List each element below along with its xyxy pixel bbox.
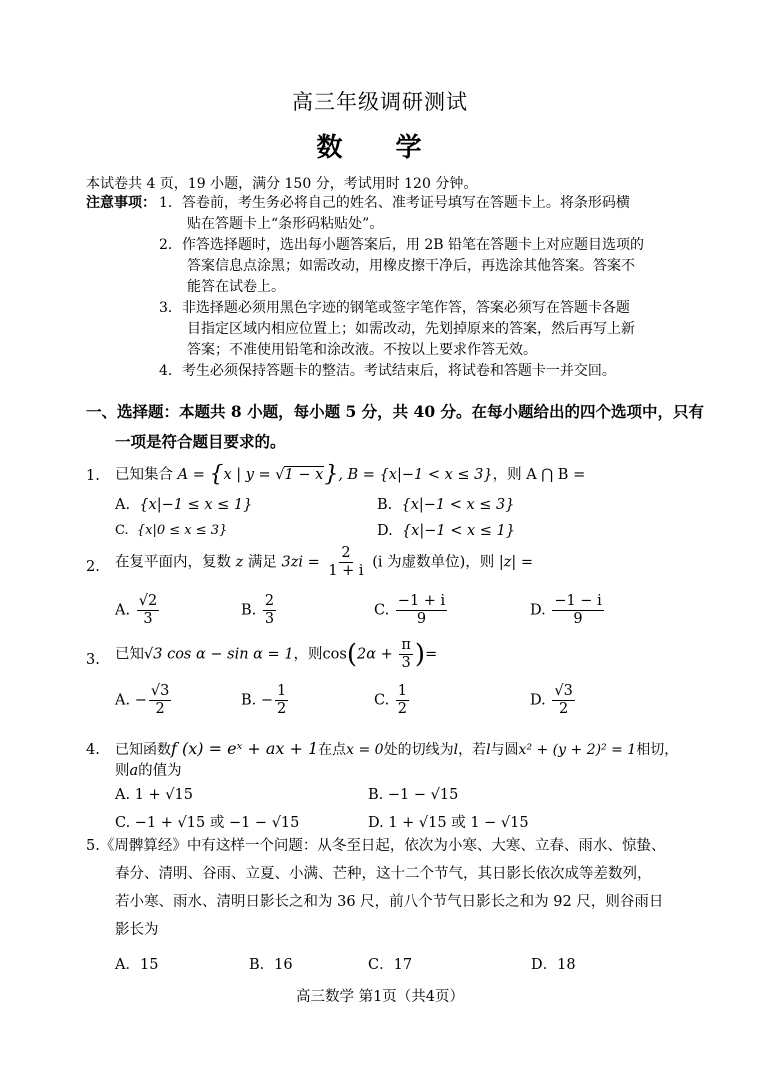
q4-option-d-label: D.	[368, 815, 384, 831]
q4-option-a-label: A.	[115, 787, 131, 803]
q3-three: 3	[401, 655, 411, 672]
q3-arg: 2α +	[357, 646, 393, 663]
q3-post: =	[425, 646, 438, 663]
q2-option-b	[241, 594, 278, 627]
q4-option-d-value: 1 + √15 或 1 − √15	[388, 815, 529, 831]
q2-option-c	[374, 594, 449, 627]
q3-option-a-label: A.	[115, 692, 131, 709]
q2-option-c-label: C.	[374, 602, 390, 619]
q5-option-a: A．15	[115, 957, 159, 973]
q4-option-b-value: −1 − √15	[387, 787, 459, 803]
q4-pre: 已知函数	[115, 742, 171, 758]
q3-option-c-num: 1	[396, 684, 409, 701]
q3-option-b-label: B.	[241, 692, 257, 709]
exam-intro: 本试卷共 4 页，19 小题，满分 150 分，考试用时 120 分钟。	[86, 176, 478, 192]
q2-note: (i 为虚数单位)，则	[372, 554, 495, 571]
notice-item-2a: 2．作答选择题时，选出每小题答案后，用 2B 铅笔在答题卡上对应题目选项的	[159, 237, 645, 253]
q2-option-d	[530, 594, 606, 627]
q1-option-d-label: D.	[377, 523, 393, 539]
q1-set-a: A = {x | y = √1 − x}	[177, 462, 339, 487]
q3-stem: 已知√3 cos α − sin α = 1，则cos(2α + $\frac{\pi}{3}$ )=	[115, 637, 438, 672]
notice-item-3c: 答案；不准使用铅笔和涂改液。不按以上要求作答无效。	[187, 342, 537, 358]
notice-item-2c: 能答在试卷上。	[187, 279, 285, 295]
q5-line-1: 5.《周髀算经》中有这样一个问题：从冬至日起，依次为小寒、大寒、立春、雨水、惊蛰、	[86, 838, 666, 854]
q3-mid: ，则	[293, 646, 323, 663]
q3-option-a-sign: −	[134, 692, 147, 709]
q5-option-b: B．16	[249, 957, 293, 973]
q4-option-c-label: C.	[115, 815, 131, 831]
q4-mid2: 处的切线为	[383, 742, 454, 758]
notice-label: 注意事项：	[86, 195, 156, 211]
q3-option-d-label: D.	[530, 692, 546, 709]
section-1-heading-cont: 一项是符合题目要求的。	[115, 432, 286, 451]
q4-line2-post: 的值为	[138, 763, 182, 779]
q3-option-d-num: √3	[552, 684, 574, 701]
exam-subject: 数 学	[316, 133, 444, 163]
q2-fraction	[326, 546, 365, 579]
q4-number: 4.	[86, 742, 100, 758]
q4-mid: 在点	[318, 742, 347, 758]
q1-option-c	[115, 523, 227, 538]
q3-pre: 已知	[115, 646, 144, 663]
q1-pre: 已知集合	[115, 467, 173, 483]
q3-option-c	[374, 684, 411, 717]
q2-option-b-den: 3	[264, 611, 275, 628]
q1-option-a	[115, 497, 252, 513]
q1-option-b	[377, 497, 515, 513]
q2-pre: 在复平面内，复数	[115, 554, 231, 571]
q4-mid4: 与圆	[490, 742, 519, 758]
q1-stem	[115, 460, 585, 490]
q5-line-3: 若小寒、雨水、清明日影长之和为 36 尺，前八个节气日影长之和为 92 尺，则谷雨日	[115, 894, 664, 910]
q1-option-a-label: A.	[115, 497, 131, 513]
q3-option-c-den: 2	[397, 701, 408, 718]
q3-option-b-sign: −	[260, 692, 274, 709]
notice-item-1a: 1．答卷前，考生务必将自己的姓名、准考证号填写在答题卡上。将条形码横	[159, 195, 630, 211]
q3-number: 3.	[86, 652, 100, 668]
q4-option-b-label: B.	[368, 787, 384, 803]
q1-option-c-label: C.	[115, 523, 129, 538]
q3-option-a-num: √3	[149, 684, 171, 701]
q3-option-c-label: C.	[374, 692, 390, 709]
q2-option-a-num: √2	[137, 594, 159, 611]
q4-option-d	[368, 811, 529, 832]
q4-option-a	[115, 787, 193, 803]
q2-fraction-den: 1 + i	[328, 563, 364, 580]
q5-option-c: C．17	[368, 957, 413, 973]
q4-option-c-value: −1 + √15 或 −1 − √15	[134, 815, 300, 831]
q2-option-a-label: A.	[115, 602, 131, 619]
q3-pi: π	[399, 638, 413, 655]
q4-mid3: ，若	[458, 742, 487, 758]
q2-option-a-den: 3	[143, 611, 153, 628]
q2-option-c-num: −1 + i	[396, 594, 447, 611]
q4-circle: x² + (y + 2)² = 1	[518, 742, 637, 758]
q1-number: 1.	[86, 468, 100, 484]
q5-line-2: 春分、清明、谷雨、立夏、小满、芒种，这十二个节气，其日影长依次成等差数列，	[115, 866, 652, 882]
q3-option-b-num: 1	[275, 684, 288, 701]
q3-cos: cos	[322, 646, 347, 663]
q2-lhs: 3zi =	[281, 554, 320, 571]
q1-option-b-label: B.	[377, 497, 393, 513]
q2-z: z	[235, 554, 244, 571]
q1-option-c-value: {x|0 ≤ x ≤ 3}	[136, 523, 228, 538]
q2-option-d-den: 9	[573, 611, 583, 628]
q4-option-c	[115, 811, 299, 832]
q4-option-b	[368, 787, 458, 803]
q4-l2: l	[486, 742, 491, 758]
q2-mid: 满足	[247, 554, 277, 571]
q3-option-d-den: 2	[558, 701, 569, 718]
q5-line-4: 影长为	[115, 922, 159, 938]
q2-option-b-num: 2	[263, 594, 276, 611]
q3-option-a	[115, 684, 173, 717]
q3-equation: √3 cos α − sin α = 1	[144, 646, 294, 663]
q3-option-b	[241, 684, 290, 717]
q1-post: ，则 A ⋂ B =	[492, 467, 586, 483]
q4-line2-pre: 则	[115, 763, 130, 779]
notice-item-2b: 答案信息点涂黑；如需改动，用橡皮擦干净后，再选涂其他答案。答案不	[187, 258, 635, 274]
q4-option-a-value: 1 + √15	[134, 787, 193, 803]
q3-option-d	[530, 684, 577, 717]
q4-point: x = 0	[346, 742, 384, 758]
section-1-heading: 一、选择题：本题共 8 小题，每小题 5 分，共 40 分。在每小题给出的四个选项中，只有	[86, 402, 705, 421]
q2-abs: |z| =	[498, 554, 534, 571]
q4-function: f (x) = eˣ + ax + 1	[171, 739, 319, 758]
q2-option-c-den: 9	[416, 611, 427, 628]
page-footer: 高三数学 第1页（共4页）	[295, 989, 465, 1005]
q2-option-b-label: B.	[241, 602, 257, 619]
exam-title: 高三年级调研测试	[292, 90, 468, 114]
notice-item-4: 4．考生必须保持答题卡的整洁。考试结束后，将试卷和答题卡一并交回。	[159, 363, 616, 379]
q1-option-d-value: {x|−1 < x ≤ 1}	[401, 523, 515, 539]
q1-option-b-value: {x|−1 < x ≤ 3}	[401, 497, 515, 513]
q2-number: 2.	[86, 559, 100, 575]
q3-option-a-den: 2	[155, 701, 165, 718]
q4-a-var: a	[129, 763, 139, 779]
q4-l: l	[453, 742, 459, 758]
q1-set-b: , B = {x|−1 < x ≤ 3}	[338, 467, 493, 483]
q2-fraction-num: 2	[339, 546, 352, 563]
q1-option-a-value: {x|−1 ≤ x ≤ 1}	[139, 497, 253, 513]
q2-stem	[115, 546, 533, 579]
q1-option-d	[377, 523, 515, 539]
q2-option-a	[115, 594, 161, 627]
q4-stem-cont	[115, 763, 182, 780]
q3-option-b-den: 2	[277, 701, 287, 718]
q5-option-d: D．18	[531, 957, 576, 973]
q2-option-d-label: D.	[530, 602, 546, 619]
notice-item-1b: 贴在答题卡上“条形码粘贴处”。	[187, 216, 384, 232]
notice-item-3b: 目指定区域内相应位置上；如需改动，先划掉原来的答案，然后再写上新	[187, 321, 635, 337]
q2-option-d-num: −1 − i	[552, 594, 603, 611]
q4-post: 相切，	[636, 742, 679, 758]
notice-item-3a: 3．非选择题必须用黑色字迹的钢笔或签字笔作答，答案必须写在答题卡各题	[159, 300, 630, 316]
q4-stem	[115, 740, 678, 759]
